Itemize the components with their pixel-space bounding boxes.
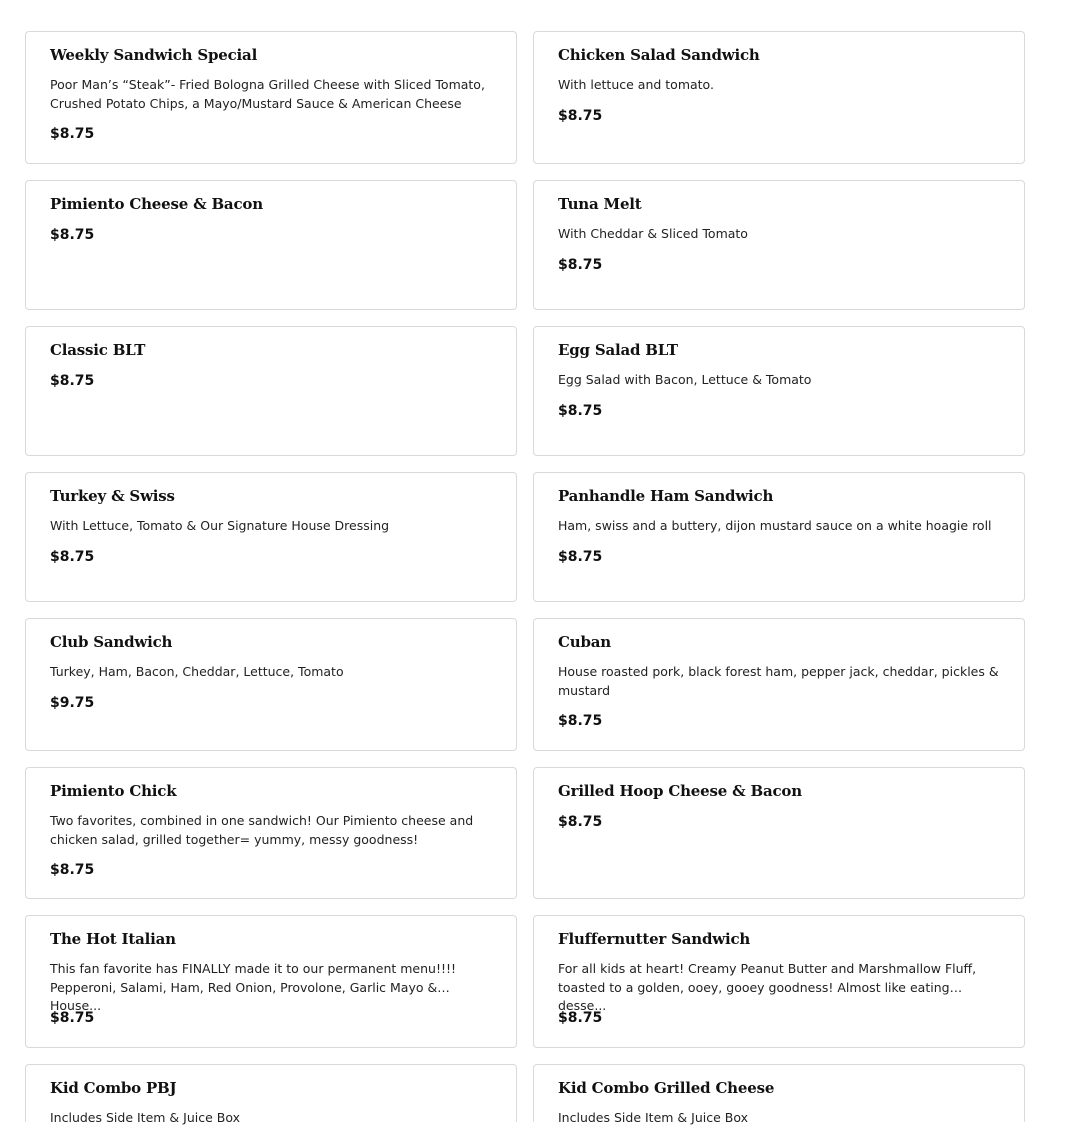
menu-item-card[interactable] <box>533 472 1025 602</box>
menu-item-card[interactable] <box>25 767 517 899</box>
menu-item-card[interactable] <box>533 31 1025 164</box>
menu-item-card[interactable] <box>25 915 517 1048</box>
menu-item-card[interactable] <box>533 180 1025 310</box>
menu-item-description: With Lettuce, Tomato & Our Signature House Dressing <box>50 518 390 533</box>
menu-item-card[interactable] <box>25 618 517 751</box>
menu-item-price: $8.75 <box>558 1010 603 1026</box>
menu-item-description: Poor Man’s “Steak”- Fried Bologna Grilled Cheese with Sliced Tomato, Crushed Potato Chips, a Mayo/Mustard Sauce & American Cheese <box>50 77 485 111</box>
menu-item-name: Cuban <box>558 633 611 651</box>
menu-item-description: Egg Salad with Bacon, Lettuce & Tomato <box>558 372 812 387</box>
menu-item-description: Includes Side Item & Juice Box <box>558 1110 748 1125</box>
menu-item-price: $8.75 <box>50 548 95 565</box>
menu-item-name: Egg Salad BLT <box>558 341 678 359</box>
menu-item-description: Turkey, Ham, Bacon, Cheddar, Lettuce, Tomato <box>50 664 344 679</box>
menu-item-price: $8.75 <box>558 713 603 729</box>
menu-item-description: Ham, swiss and a buttery, dijon mustard sauce on a white hoagie roll <box>558 518 992 533</box>
menu-item-name: Grilled Hoop Cheese & Bacon <box>558 782 802 800</box>
menu-item-name: Panhandle Ham Sandwich <box>558 487 774 505</box>
menu-item-description: Two favorites, combined in one sandwich! Our Pimiento cheese and chicken salad, grilled together= yummy, messy goodness! <box>50 813 474 847</box>
menu-item-card[interactable] <box>25 180 517 310</box>
menu-item-card[interactable] <box>25 31 517 164</box>
menu-item-price: $8.75 <box>558 256 603 273</box>
menu-item-price: $9.75 <box>50 694 95 711</box>
menu-item-price: $8.75 <box>558 814 603 830</box>
menu-item-name: Pimiento Chick <box>50 782 177 800</box>
menu-item-name: Turkey & Swiss <box>50 487 175 505</box>
menu-item-description: For all kids at heart! Creamy Peanut Butter and Marshmallow Fluff, toasted to a golden, ooey, gooey goodness! Almost like eating desse... <box>558 961 977 1013</box>
menu-item-name: Tuna Melt <box>558 195 642 213</box>
menu-item-card[interactable] <box>25 472 517 602</box>
menu-item-card[interactable] <box>533 1064 1025 1125</box>
menu-item-card[interactable] <box>533 767 1025 899</box>
menu-item-card[interactable] <box>25 326 517 456</box>
menu-item-name: Pimiento Cheese & Bacon <box>50 195 263 213</box>
menu-item-description: With lettuce and tomato. <box>558 77 714 92</box>
menu-item-price: $8.75 <box>558 107 603 124</box>
menu-item-card[interactable] <box>533 915 1025 1048</box>
menu-item-description: House roasted pork, black forest ham, pepper jack, cheddar, pickles & mustard <box>558 664 999 698</box>
menu-item-price: $8.75 <box>50 1010 95 1026</box>
menu-item-price: $8.75 <box>558 548 603 565</box>
menu-item-price: $8.75 <box>50 373 95 389</box>
menu-item-price: $8.75 <box>50 862 95 878</box>
menu-item-card[interactable] <box>533 326 1025 456</box>
menu-item-description: Includes Side Item & Juice Box <box>50 1110 240 1125</box>
menu-item-card[interactable] <box>25 1064 517 1125</box>
menu-item-price: $8.75 <box>50 227 95 243</box>
menu-item-name: Fluffernutter Sandwich <box>558 930 751 948</box>
menu-item-price: $8.75 <box>50 126 95 142</box>
menu-item-name: The Hot Italian <box>50 930 176 948</box>
menu-item-name: Weekly Sandwich Special <box>50 46 258 64</box>
menu-item-description: This fan favorite has FINALLY made it to our permanent menu!!!! Pepperoni, Salami, Ham, Red Onion, Provolone, Garlic Mayo & House... <box>50 961 457 1013</box>
menu-item-description: With Cheddar & Sliced Tomato <box>558 226 748 241</box>
menu-item-price: $8.75 <box>558 402 603 419</box>
menu-item-name: Kid Combo PBJ <box>50 1079 177 1097</box>
menu-item-name: Chicken Salad Sandwich <box>558 46 760 64</box>
menu-item-name: Kid Combo Grilled Cheese <box>558 1079 775 1097</box>
menu-item-name: Club Sandwich <box>50 633 173 651</box>
menu-item-card[interactable] <box>533 618 1025 751</box>
menu-item-name: Classic BLT <box>50 341 146 359</box>
